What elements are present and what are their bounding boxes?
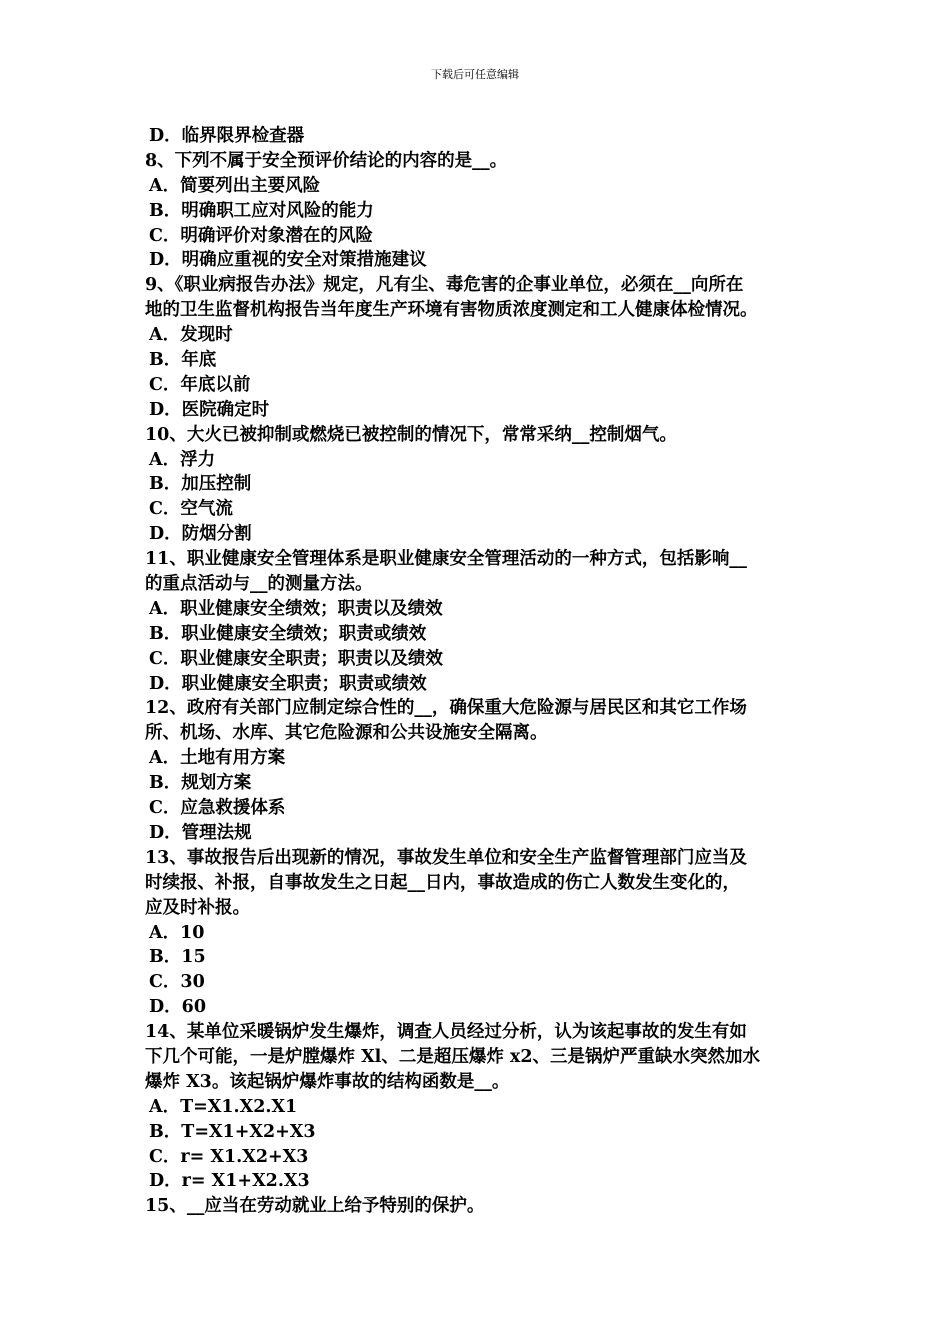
answer-option: A．发现时 <box>149 325 233 346</box>
question-text: 13、事故报告后出现新的情况，事故发生单位和安全生产监督管理部门应当及 <box>145 847 747 868</box>
answer-option: B．15 <box>149 947 206 968</box>
answer-option: B．加压控制 <box>149 474 252 495</box>
answer-option: D．明确应重视的安全对策措施建议 <box>149 250 427 271</box>
answer-option: D．r= X1+X2.X3 <box>149 1171 310 1192</box>
answer-option: D．防烟分割 <box>149 524 252 545</box>
answer-option: D．职业健康安全职责；职责或绩效 <box>149 673 427 694</box>
question-text: 12、政府有关部门应制定综合性的__，确保重大危险源与居民区和其它工作场 <box>145 698 747 719</box>
answer-option: D．医院确定时 <box>149 399 270 420</box>
answer-option: B．规划方案 <box>149 773 252 794</box>
question-text: 8、下列不属于安全预评价结论的内容的是__。 <box>145 150 508 171</box>
answer-option: A．职业健康安全绩效；职责以及绩效 <box>149 598 443 619</box>
question-text: 所、机场、水库、其它危险源和公共设施安全隔离。 <box>145 723 548 744</box>
question-text: 9、《职业病报告办法》规定，凡有尘、毒危害的企事业单位，必须在__向所在 <box>145 275 744 296</box>
answer-option: C．年底以前 <box>149 374 251 395</box>
answer-option: C．职业健康安全职责；职责以及绩效 <box>149 648 443 669</box>
answer-option: D．60 <box>149 997 207 1018</box>
answer-option: B．年底 <box>149 350 217 371</box>
answer-option: A．土地有用方案 <box>149 748 286 769</box>
answer-option: D．临界限界检查器 <box>149 126 305 146</box>
answer-option: D．管理法规 <box>149 822 252 843</box>
question-text: 15、__应当在劳动就业上给予特别的保护。 <box>145 1196 485 1217</box>
answer-option: A．10 <box>149 922 205 943</box>
question-text: 10、大火已被抑制或燃烧已被控制的情况下，常常采纳__控制烟气。 <box>145 424 677 445</box>
answer-option: C．r= X1.X2+X3 <box>149 1146 309 1167</box>
question-text: 下几个可能，一是炉膛爆炸 Xl、二是超压爆炸 x2、三是锅炉严重缺水突然加水 <box>145 1046 761 1067</box>
answer-option: C．空气流 <box>149 499 233 520</box>
answer-option: A．简要列出主要风险 <box>149 175 321 196</box>
answer-option: B．明确职工应对风险的能力 <box>149 200 374 221</box>
answer-option: C．明确评价对象潜在的风险 <box>149 225 373 246</box>
question-text: 应及时补报。 <box>145 897 250 918</box>
answer-option: C．30 <box>149 972 205 993</box>
question-text: 爆炸 X3。该起锅炉爆炸事故的结构函数是__。 <box>145 1071 510 1092</box>
page-header: 下载后可任意编辑 <box>431 68 519 81</box>
question-text: 11、职业健康安全管理体系是职业健康安全管理活动的一种方式，包括影响__ <box>145 549 747 570</box>
question-text: 的重点活动与__的测量方法。 <box>145 574 373 595</box>
document-body <box>145 124 810 1219</box>
answer-option: B．T=X1+X2+X3 <box>149 1121 316 1142</box>
answer-option: C．应急救援体系 <box>149 798 286 819</box>
question-text: 14、某单位采暖锅炉发生爆炸，调查人员经过分析，认为该起事故的发生有如 <box>145 1022 747 1043</box>
question-text: 时续报、补报，自事故发生之日起__日内，事故造成的伤亡人数发生变化的， <box>145 872 740 893</box>
answer-option: A．浮力 <box>149 449 216 470</box>
question-text: 地的卫生监督机构报告当年度生产环境有害物质浓度测定和工人健康体检情况。 <box>145 300 758 321</box>
answer-option: B．职业健康安全绩效；职责或绩效 <box>149 623 427 644</box>
answer-option: A．T=X1.X2.X1 <box>149 1096 298 1117</box>
